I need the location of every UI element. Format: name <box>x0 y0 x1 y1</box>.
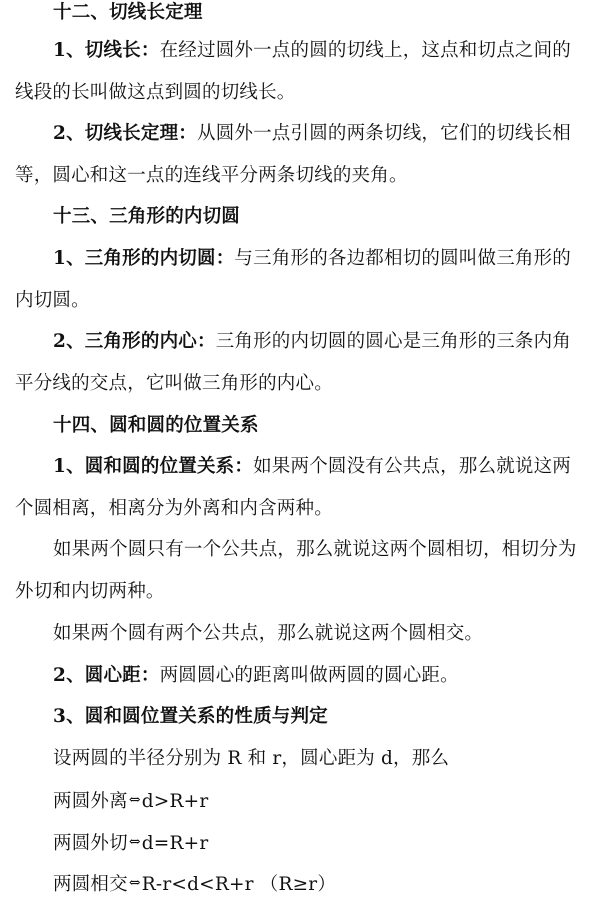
equivalence-icon: ⇔ <box>128 875 141 891</box>
item-number: 2、 <box>53 331 85 352</box>
relation-label: 两圆外切 <box>53 833 128 854</box>
item-incircle-line2: 内切圆。 <box>15 290 90 311</box>
relation-label: 两圆相交 <box>53 874 128 895</box>
item-number: 2、 <box>53 665 85 686</box>
equivalence-icon: ⇔ <box>128 792 141 808</box>
section-heading-13: 十三、三角形的内切圆 <box>53 206 241 227</box>
relations-intro: 设两圆的半径分别为 R 和 r，圆心距为 d，那么 <box>53 748 450 769</box>
relation-label: 两圆外离 <box>53 791 128 812</box>
equivalence-icon: ⇔ <box>128 834 141 850</box>
definition-text: 从圆外一点引圆的两条切线，它们的切线长相 <box>197 123 572 144</box>
term-colon: ： <box>178 123 197 144</box>
term-colon: ： <box>196 331 216 352</box>
item-properties-heading <box>53 704 612 730</box>
term-properties-judgement: 圆和圆位置关系的性质与判定 <box>84 706 328 727</box>
definition-text: 三角形的内切圆的圆心是三角形的三条内角 <box>215 331 571 352</box>
item-number: 1、 <box>53 248 85 269</box>
term-incenter: 三角形的内心 <box>84 331 197 352</box>
relation-formula: d>R+r <box>141 791 209 812</box>
section-heading-14: 十四、圆和圆的位置关系 <box>53 415 259 436</box>
item-number: 3、 <box>53 706 85 727</box>
term-incircle: 三角形的内切圆 <box>84 248 216 269</box>
term-center-distance: 圆心距 <box>84 665 141 686</box>
relation-external-separation <box>53 787 612 815</box>
item-tangent-length-line2: 线段的长叫做这点到圆的切线长。 <box>15 82 296 103</box>
term-colon: ： <box>215 248 235 269</box>
paragraph-tangent-circles-line2: 外切和内切两种。 <box>15 581 165 602</box>
term-colon: ： <box>234 456 254 477</box>
item-tangent-length-line1 <box>53 38 612 64</box>
item-incenter-line1 <box>53 329 612 355</box>
relation-external-tangent <box>53 829 612 857</box>
item-tangent-length-theorem-line2: 等，圆心和这一点的连线平分两条切线的夹角。 <box>15 165 408 186</box>
item-incenter-line2: 平分线的交点，它叫做三角形的内心。 <box>15 373 333 394</box>
item-center-distance <box>53 663 612 689</box>
item-circle-relations-line1 <box>53 454 612 480</box>
section-heading-12: 十二、切线长定理 <box>53 2 203 23</box>
item-circle-relations-line2: 个圆相离，相离分为外离和内含两种。 <box>15 498 333 519</box>
item-incircle-line1 <box>53 246 612 272</box>
paragraph-intersecting-circles: 如果两个圆有两个公共点，那么就说这两个圆相交。 <box>53 623 484 644</box>
paragraph-tangent-circles-line1: 如果两个圆只有一个公共点，那么就说这两个圆相切，相切分为 <box>53 539 577 560</box>
item-number: 1、 <box>53 40 85 61</box>
definition-text: 如果两个圆没有公共点，那么就说这两 <box>253 456 571 477</box>
relation-intersecting <box>53 870 612 898</box>
relation-formula: R-r<d<R+r （R≥r） <box>141 874 337 895</box>
item-tangent-length-theorem-line1 <box>53 121 612 147</box>
item-number: 1、 <box>53 456 85 477</box>
definition-text: 在经过圆外一点的圆的切线上，这点和切点之间的 <box>159 40 571 61</box>
term-colon: ： <box>140 665 160 686</box>
relation-formula: d=R+r <box>141 833 209 854</box>
item-number: 2、 <box>53 123 85 144</box>
term-circle-relations: 圆和圆的位置关系 <box>84 456 235 477</box>
definition-text: 与三角形的各边都相切的圆叫做三角形的 <box>234 248 571 269</box>
term-tangent-length: 切线长 <box>84 40 141 61</box>
term-colon: ： <box>140 40 160 61</box>
term-tangent-length-theorem: 切线长定理 <box>84 123 179 144</box>
definition-text: 两圆圆心的距离叫做两圆的圆心距。 <box>159 665 459 686</box>
